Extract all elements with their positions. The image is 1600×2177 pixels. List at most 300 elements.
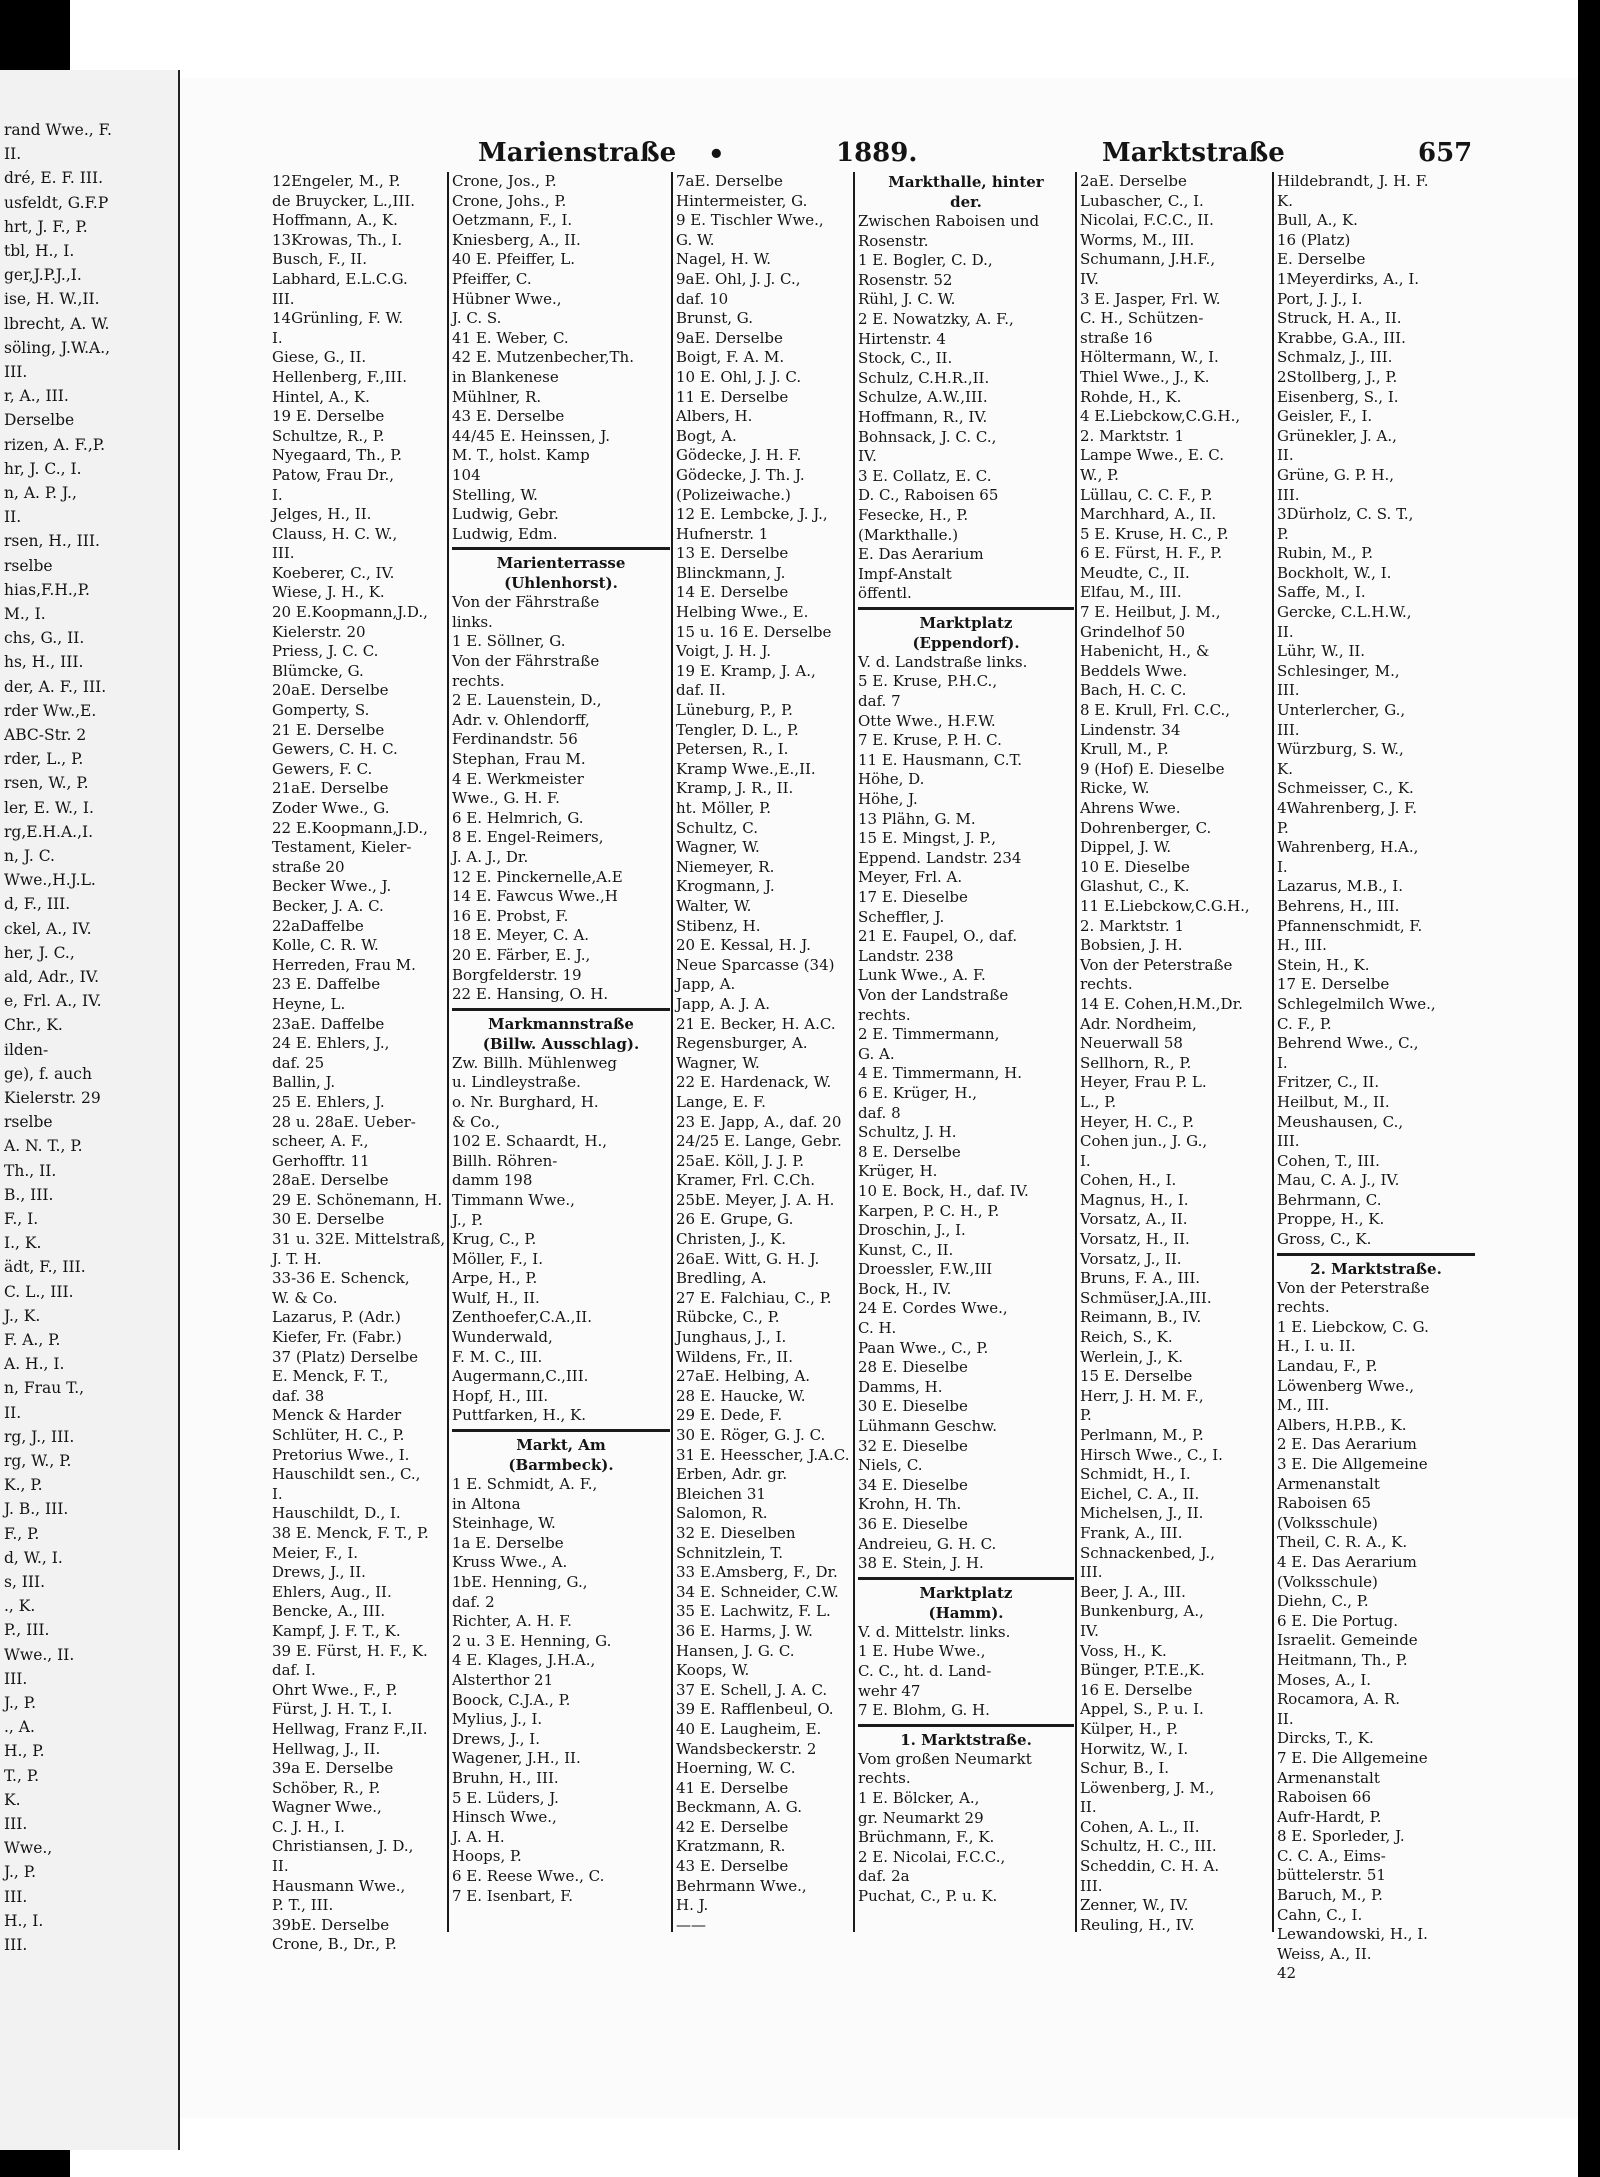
directory-entry: rechts. xyxy=(452,671,505,690)
directory-entry: o. Nr. Burghard, H. xyxy=(452,1092,599,1111)
directory-entry: G. W. xyxy=(676,230,715,249)
directory-entry: 8 E. Sporleder, J. xyxy=(1277,1827,1405,1846)
facing-page-line: K., P. xyxy=(4,1476,43,1495)
directory-entry: 40 E. Pfeiffer, L. xyxy=(452,250,575,269)
directory-entry: Ahrens Wwe. xyxy=(1080,799,1181,817)
directory-entry: scheer, A. F., xyxy=(272,1132,369,1151)
directory-entry: Bredling, A. xyxy=(676,1269,767,1288)
directory-entry: IV. xyxy=(1080,1621,1099,1640)
directory-entry: Christiansen, J. D., xyxy=(272,1837,414,1856)
directory-entry: Schur, B., I. xyxy=(1080,1759,1170,1778)
directory-entry: II. xyxy=(1277,1709,1294,1728)
directory-entry: Crone, Jos., P. xyxy=(452,172,557,190)
directory-entry: Lühmann Geschw. xyxy=(858,1417,997,1436)
directory-entry: Lunk Wwe., A. F. xyxy=(858,966,986,985)
directory-entry: Bencke, A., III. xyxy=(272,1602,386,1621)
directory-entry: 43 E. Derselbe xyxy=(676,1857,789,1876)
directory-entry: Hufnerstr. 1 xyxy=(676,524,769,543)
directory-entry: 17 E. Dieselbe xyxy=(858,888,968,906)
directory-entry: Von der Fährstraße xyxy=(452,593,600,612)
directory-entry: Hauschildt, D., I. xyxy=(272,1504,401,1523)
directory-entry: 38 E. Menck, F. T., P. xyxy=(272,1523,429,1542)
directory-entry: 34 E. Schneider, C.W. xyxy=(676,1582,839,1601)
directory-entry: Schnitzlein, T. xyxy=(676,1543,783,1562)
directory-entry: Damms, H. xyxy=(858,1377,943,1396)
facing-page-fragment xyxy=(0,70,180,2150)
directory-entry: 2. Marktstr. 1 xyxy=(1080,916,1184,935)
facing-page-line: ler, E. W., I. xyxy=(4,798,94,817)
facing-page-line: J. B., III. xyxy=(4,1500,69,1519)
facing-page-line: II. xyxy=(4,1403,22,1422)
directory-entry: Rübcke, C., P. xyxy=(676,1308,780,1327)
directory-entry: 36 E. Dieselbe xyxy=(858,1515,968,1533)
directory-entry: Marchhard, A., II. xyxy=(1080,505,1217,524)
facing-page-line: e, Frl. A., IV. xyxy=(4,992,102,1011)
facing-page-line: rder Ww.,E. xyxy=(4,701,97,720)
directory-entry: I. xyxy=(1277,1053,1288,1072)
directory-entry: 34 E. Dieselbe xyxy=(858,1475,968,1494)
directory-entry: 4Wahrenberg, J. F. xyxy=(1277,799,1417,817)
directory-entry: Möller, F., I. xyxy=(452,1249,543,1268)
directory-entry: Schnackenbed, J., xyxy=(1080,1543,1215,1562)
directory-entry: Paan Wwe., C., P. xyxy=(858,1338,989,1357)
directory-entry: P. T., III. xyxy=(272,1896,334,1915)
directory-entry: Kruss Wwe., A. xyxy=(452,1553,568,1572)
directory-entry: Schulz, C.H.R.,II. xyxy=(858,368,990,387)
directory-entry: C. C. A., Eims- xyxy=(1277,1846,1386,1865)
directory-entry: Patow, Frau Dr., xyxy=(272,465,395,484)
directory-entry: (Polizeiwache.) xyxy=(676,485,791,504)
directory-entry: 1 E. Bogler, C. D., xyxy=(858,251,993,270)
directory-entry: Krüger, H. xyxy=(858,1162,938,1181)
directory-entry: Thiel Wwe., J., K. xyxy=(1080,367,1210,386)
directory-entry: 24 E. Cordes Wwe., xyxy=(858,1299,1008,1318)
directory-entry: C. H. xyxy=(858,1319,897,1338)
directory-entry: Von der Landstraße xyxy=(858,985,1009,1004)
directory-entry: Krabbe, G.A., III. xyxy=(1277,328,1406,347)
directory-entry: Jelges, H., II. xyxy=(272,505,372,524)
directory-entry: Drews, J., II. xyxy=(272,1563,366,1582)
directory-entry: 26aE. Witt, G. H. J. xyxy=(676,1249,820,1268)
street-heading: (Uhlenhorst). xyxy=(504,574,618,593)
directory-entry: I. xyxy=(1080,1151,1091,1170)
directory-entry: Kielerstr. 20 xyxy=(272,622,366,641)
directory-entry: 21 E. Becker, H. A.C. xyxy=(676,1014,836,1033)
directory-entry: Kolle, C. R. W. xyxy=(272,936,379,955)
directory-entry: Voigt, J. H. J. xyxy=(676,642,772,661)
directory-entry: III. xyxy=(1277,681,1300,700)
directory-entry: 32 E. Dieselbe xyxy=(858,1436,968,1455)
directory-entry: Regensburger, A. xyxy=(676,1034,808,1053)
directory-entry: I. xyxy=(272,1484,283,1503)
facing-page-line: ., A. xyxy=(4,1718,35,1737)
directory-entry: Wagener, J.H., II. xyxy=(452,1749,581,1768)
directory-entry: Worms, M., III. xyxy=(1080,230,1195,249)
facing-page-line: dré, E. F. III. xyxy=(4,169,104,188)
directory-entry: Priess, J. C. C. xyxy=(272,642,379,661)
directory-column-1 xyxy=(272,172,446,1954)
directory-entry: 2. Marktstr. 1 xyxy=(1080,426,1184,445)
directory-entry: Hoffmann, A., K. xyxy=(272,211,398,230)
directory-entry: Ludwig, Gebr. xyxy=(452,505,559,524)
directory-entry: Ehlers, Aug., II. xyxy=(272,1582,392,1601)
directory-entry: Weiss, A., II. xyxy=(1277,1944,1372,1963)
directory-entry: Puttfarken, H., K. xyxy=(452,1406,586,1425)
directory-entry: J. T. H. xyxy=(272,1249,322,1268)
directory-entry: Blinckmann, J. xyxy=(676,563,786,582)
directory-entry: 31 E. Heesscher, J.A.C. xyxy=(676,1445,850,1464)
facing-page-line: H., I. xyxy=(4,1911,44,1930)
directory-entry: Bogt, A. xyxy=(676,426,737,445)
directory-entry: Fürst, J. H. T., I. xyxy=(272,1700,393,1719)
directory-entry: 35 E. Lachwitz, F. L. xyxy=(676,1602,831,1621)
directory-entry: Bruhn, H., III. xyxy=(452,1768,559,1787)
directory-entry: Cohen jun., J. G., xyxy=(1080,1132,1208,1151)
column-rule xyxy=(671,172,673,1932)
directory-entry: Testament, Kieler- xyxy=(272,838,412,857)
facing-page-line: hrt, J. F., P. xyxy=(4,217,88,236)
directory-column-5 xyxy=(1080,172,1271,1932)
directory-entry: 6 E. Reese Wwe., C. xyxy=(452,1866,605,1885)
facing-page-line: Th., II. xyxy=(4,1161,57,1180)
directory-entry: 39a E. Derselbe xyxy=(272,1759,394,1778)
directory-entry: Helbing Wwe., E. xyxy=(676,603,809,622)
facing-page-line: T., P. xyxy=(4,1766,40,1785)
directory-entry: Schmalz, J., III. xyxy=(1277,348,1393,367)
directory-entry: Meudte, C., II. xyxy=(1080,563,1190,582)
directory-entry: Beckmann, A. G. xyxy=(676,1798,802,1817)
directory-entry: P. xyxy=(1080,1406,1092,1425)
directory-entry: Diehn, C., P. xyxy=(1277,1592,1369,1611)
directory-entry: 41 E. Derselbe xyxy=(676,1778,789,1797)
scan-right-edge xyxy=(1578,0,1600,2177)
directory-entry: Albers, H. xyxy=(676,407,753,426)
section-rule xyxy=(1277,1253,1475,1256)
directory-entry: 9aE. Ohl, J. J. C., xyxy=(676,269,801,288)
directory-entry: Niels, C. xyxy=(858,1456,923,1475)
directory-entry: Michelsen, J., II. xyxy=(1080,1504,1204,1523)
directory-entry: E. Derselbe xyxy=(1277,250,1366,269)
directory-entry: Kunst, C., II. xyxy=(858,1240,954,1259)
directory-entry: E. Das Aerarium xyxy=(858,545,984,564)
directory-entry: 13 E. Derselbe xyxy=(676,544,789,563)
directory-entry: IV. xyxy=(858,447,877,466)
directory-entry: Kiefer, Fr. (Fabr.) xyxy=(272,1328,402,1347)
directory-entry: Höhe, J. xyxy=(858,790,918,809)
facing-page-line: hias,F.H.,P. xyxy=(4,580,90,599)
directory-entry: Ohrt Wwe., F., P. xyxy=(272,1680,398,1699)
directory-entry: Crone, B., Dr., P. xyxy=(272,1935,397,1954)
directory-entry: Hirtenstr. 4 xyxy=(858,329,946,348)
directory-entry: 1 E. Schmidt, A. F., xyxy=(452,1475,598,1494)
directory-entry: 7 E. Heilbut, J. M., xyxy=(1080,603,1221,622)
directory-entry: 25bE. Meyer, J. A. H. xyxy=(676,1190,835,1209)
facing-page-line: rselbe xyxy=(4,1113,53,1132)
directory-entry: 11 E. Hausmann, C.T. xyxy=(858,750,1023,769)
facing-page-line: II. xyxy=(4,508,22,527)
directory-entry: 29 E. Schönemann, H. xyxy=(272,1190,443,1209)
directory-entry: 16 E. Probst, F. xyxy=(452,906,569,925)
directory-entry: Japp, A. J. A. xyxy=(676,994,771,1013)
directory-entry: Reimann, B., IV. xyxy=(1080,1308,1202,1327)
street-heading: Marktplatz xyxy=(919,613,1013,632)
directory-entry: Vom großen Neumarkt xyxy=(858,1749,1032,1768)
directory-entry: Karpen, P. C. H., P. xyxy=(858,1201,1000,1220)
facing-page-line: Kielerstr. 29 xyxy=(4,1089,101,1107)
directory-entry: (Volksschule) xyxy=(1277,1513,1378,1532)
facing-page-line: ., K. xyxy=(4,1597,36,1616)
directory-entry: 38 E. Stein, J. H. xyxy=(858,1554,984,1573)
directory-entry: 11 E. Derselbe xyxy=(676,387,789,406)
directory-column-6 xyxy=(1277,172,1475,1983)
directory-entry: 2 E. Nowatzky, A. F., xyxy=(858,309,1014,328)
directory-entry: C. C., ht. d. Land- xyxy=(858,1661,992,1680)
facing-page-line: III. xyxy=(4,1815,28,1833)
directory-entry: 30 E. Derselbe xyxy=(272,1210,385,1229)
facing-page-line: F. A., P. xyxy=(4,1331,61,1349)
directory-entry: 3 E. Collatz, E. C. xyxy=(858,466,992,485)
facing-page-line: n, J. C. xyxy=(4,847,55,865)
directory-entry: Neuerwall 58 xyxy=(1080,1034,1183,1053)
directory-entry: Krull, M., P. xyxy=(1080,740,1169,759)
facing-page-line: tbl, H., I. xyxy=(4,242,75,260)
directory-entry: Becker Wwe., J. xyxy=(272,877,392,896)
directory-entry: 1 E. Söllner, G. xyxy=(452,632,566,651)
directory-entry: Zenner, W., IV. xyxy=(1080,1896,1189,1915)
section-rule xyxy=(858,607,1074,610)
directory-entry: Vorsatz, H., II. xyxy=(1080,1230,1190,1249)
facing-page-line: usfeldt, G.F.P xyxy=(4,193,109,212)
directory-entry: Moses, A., I. xyxy=(1277,1670,1372,1689)
directory-entry: II. xyxy=(1277,446,1294,465)
directory-entry: 42 E. Mutzenbecher,Th. xyxy=(452,348,634,367)
facing-page-line: A. N. T., P. xyxy=(4,1137,83,1156)
directory-entry: Beddels Wwe. xyxy=(1080,661,1188,680)
directory-entry: Landau, F., P. xyxy=(1277,1357,1378,1376)
directory-entry: Billh. Röhren- xyxy=(452,1151,558,1170)
directory-entry: 3Dürholz, C. S. T., xyxy=(1277,505,1414,524)
directory-entry: Schultz, H. C., III. xyxy=(1080,1837,1217,1856)
directory-entry: 23 E. Japp, A., daf. 20 xyxy=(676,1112,842,1131)
directory-entry: J. A. H. xyxy=(452,1827,505,1846)
directory-entry: 44/45 E. Heinssen, J. xyxy=(452,426,610,445)
directory-entry: Walter, W. xyxy=(676,896,752,915)
street-heading: 1. Marktstraße. xyxy=(900,1730,1032,1749)
directory-entry: Tengler, D. L., P. xyxy=(676,720,799,739)
facing-page-line: hs, H., III. xyxy=(4,653,84,672)
directory-entry: Mühlner, R. xyxy=(452,387,542,406)
facing-page-line: Wwe., II. xyxy=(4,1645,75,1664)
running-head-ornament: • xyxy=(708,140,725,170)
directory-entry: Wildens, Fr., II. xyxy=(676,1347,793,1366)
directory-entry: Külper, H., P. xyxy=(1080,1719,1179,1738)
directory-entry: 4 E.Liebckow,C.G.H., xyxy=(1080,407,1241,426)
directory-entry: Droschin, J., I. xyxy=(858,1221,966,1240)
facing-page-line: ädt, F., III. xyxy=(4,1258,86,1277)
directory-entry: Von der Fährstraße xyxy=(452,652,600,671)
directory-entry: Crone, Johs., P. xyxy=(452,191,567,210)
directory-entry: rechts. xyxy=(1080,975,1133,994)
directory-entry: Schmüser,J.A.,III. xyxy=(1080,1288,1212,1307)
directory-entry: Höltermann, W., I. xyxy=(1080,348,1219,367)
directory-entry: Bruns, F. A., III. xyxy=(1080,1269,1201,1288)
directory-entry: Reuling, H., IV. xyxy=(1080,1915,1195,1934)
directory-entry: P. xyxy=(1277,524,1289,543)
directory-entry: 15 E. Derselbe xyxy=(1080,1367,1193,1386)
directory-entry: 33-36 E. Schenck, xyxy=(272,1269,410,1288)
directory-entry: daf. 10 xyxy=(676,289,729,308)
directory-entry: Bock, H., IV. xyxy=(858,1279,952,1298)
facing-page-line: F., P. xyxy=(4,1524,40,1543)
directory-entry: 5 E. Kruse, P.H.C., xyxy=(858,672,998,691)
directory-entry: Gewers, C. H. C. xyxy=(272,740,398,759)
directory-entry: Becker, J. A. C. xyxy=(272,896,384,915)
facing-page-line: Wwe., xyxy=(4,1839,53,1858)
directory-entry: J., P. xyxy=(452,1210,483,1229)
directory-entry: & Co., xyxy=(452,1112,500,1131)
directory-entry: 8 E. Derselbe xyxy=(858,1142,961,1161)
facing-page-line: II. xyxy=(4,145,22,164)
street-heading: (Barmbeck). xyxy=(508,1456,614,1475)
directory-entry: 3 E. Jasper, Frl. W. xyxy=(1080,289,1221,308)
directory-entry: Mylius, J., I. xyxy=(452,1710,543,1729)
street-heading: der. xyxy=(950,193,982,211)
directory-entry: Krogmann, J. xyxy=(676,877,775,896)
directory-entry: 40 E. Laugheim, E. xyxy=(676,1719,822,1738)
directory-entry: —— xyxy=(676,1915,706,1934)
directory-entry: Rohde, H., K. xyxy=(1080,387,1182,406)
directory-entry: Lindenstr. 34 xyxy=(1080,720,1181,739)
directory-entry: Hoffmann, R., IV. xyxy=(858,407,988,426)
directory-entry: Nagel, H. W. xyxy=(676,250,772,269)
directory-entry: H. J. xyxy=(676,1896,709,1915)
directory-entry: Koeberer, C., IV. xyxy=(272,563,395,582)
directory-entry: E. Menck, F. T., xyxy=(272,1367,389,1386)
directory-entry: 8 E. Krull, Frl. C.C., xyxy=(1080,701,1231,720)
directory-entry: Zenthoefer,C.A.,II. xyxy=(452,1308,592,1327)
facing-page-line: A. H., I. xyxy=(4,1355,65,1374)
street-heading: Markthalle, hinter xyxy=(888,173,1044,191)
facing-page-line: d, F., III. xyxy=(4,895,71,914)
facing-page-line: K. xyxy=(4,1790,21,1809)
directory-entry: Heitmann, Th., P. xyxy=(1277,1650,1408,1669)
directory-entry: J. C. S. xyxy=(452,309,502,328)
directory-entry: wehr 47 xyxy=(858,1681,921,1700)
directory-entry: F. M. C., III. xyxy=(452,1347,543,1366)
directory-entry: (Volksschule) xyxy=(1277,1572,1378,1591)
directory-entry: 33 E.Amsberg, F., Dr. xyxy=(676,1563,838,1582)
directory-entry: 6 E. Die Portug. xyxy=(1277,1611,1399,1630)
section-rule xyxy=(858,1724,1074,1727)
directory-entry: 9 (Hof) E. Dieselbe xyxy=(1080,759,1225,778)
directory-entry: rechts. xyxy=(1277,1298,1330,1317)
directory-entry: büttelerstr. 51 xyxy=(1277,1866,1386,1885)
directory-entry: Hauschildt sen., C., xyxy=(272,1465,421,1484)
directory-entry: 7 E. Die Allgemeine xyxy=(1277,1748,1428,1767)
directory-entry: 42 xyxy=(1277,1964,1297,1983)
directory-entry: Armenanstalt xyxy=(1277,1768,1380,1787)
directory-entry: Boigt, F. A. M. xyxy=(676,348,785,367)
street-heading: (Billw. Ausschlag). xyxy=(482,1034,640,1053)
directory-entry: 4 E. Das Aerarium xyxy=(1277,1552,1417,1571)
directory-entry: Behrend Wwe., C., xyxy=(1277,1034,1419,1053)
facing-page-line: lbrecht, A. W. xyxy=(4,314,110,333)
directory-entry: Würzburg, S. W., xyxy=(1277,740,1404,759)
directory-entry: 2aE. Derselbe xyxy=(1080,172,1187,190)
directory-entry: 12 E. Lembcke, J. J., xyxy=(676,505,828,524)
directory-entry: Japp, A. xyxy=(676,975,736,994)
directory-entry: W. & Co. xyxy=(272,1288,338,1307)
directory-entry: Voss, H., K. xyxy=(1080,1641,1167,1660)
directory-entry: III. xyxy=(1277,720,1300,739)
directory-entry: Lewandowski, H., I. xyxy=(1277,1925,1428,1944)
page-number: 657 xyxy=(1418,138,1473,168)
directory-entry: 14Grünling, F. W. xyxy=(272,309,404,328)
facing-page-line: rizen, A. F.,P. xyxy=(4,435,105,454)
directory-entry: Eisenberg, S., I. xyxy=(1277,387,1399,406)
directory-entry: ht. Möller, P. xyxy=(676,799,771,817)
directory-entry: 21 E. Faupel, O., daf. xyxy=(858,927,1018,946)
directory-entry: Schöber, R., P. xyxy=(272,1778,381,1797)
directory-entry: III. xyxy=(1277,485,1300,504)
directory-entry: Alsterthor 21 xyxy=(452,1670,554,1689)
directory-entry: 2Stollberg, J., P. xyxy=(1277,367,1398,386)
directory-entry: III. xyxy=(1080,1876,1103,1895)
directory-entry: Lange, E. F. xyxy=(676,1092,766,1111)
directory-entry: Ludwig, Edm. xyxy=(452,524,558,543)
street-heading: Marienterrasse xyxy=(496,554,626,573)
facing-page-line: Wwe.,H.J.L. xyxy=(4,871,96,890)
directory-entry: Nicolai, F.C.C., II. xyxy=(1080,211,1214,230)
directory-entry: 25aE. Köll, J. J. P. xyxy=(676,1151,805,1170)
directory-entry: Stibenz, H. xyxy=(676,916,761,935)
directory-entry: Wwe., G. H. F. xyxy=(452,789,560,808)
directory-entry: Kampf, J. F. T., K. xyxy=(272,1621,401,1640)
directory-entry: 4 E. Klages, J.H.A., xyxy=(452,1651,596,1670)
directory-entry: Hellwag, J., II. xyxy=(272,1739,381,1758)
directory-entry: 10 E. Dieselbe xyxy=(1080,857,1190,876)
directory-entry: 7aE. Derselbe xyxy=(676,172,783,190)
directory-entry: 29 E. Dede, F. xyxy=(676,1406,783,1425)
directory-entry: Schultz, J. H. xyxy=(858,1123,957,1142)
facing-page-line: ge), f. auch xyxy=(4,1064,92,1083)
directory-entry: 17 E. Derselbe xyxy=(1277,975,1390,994)
directory-entry: 20 E.Koopmann,J.D., xyxy=(272,603,428,622)
street-heading: Markmannstraße xyxy=(488,1014,634,1033)
directory-entry: Hintermeister, G. xyxy=(676,191,808,210)
directory-entry: Wahrenberg, H.A., xyxy=(1277,838,1419,857)
directory-entry: 104 xyxy=(452,465,481,484)
directory-entry: 1 E. Liebckow, C. G. xyxy=(1277,1317,1429,1336)
directory-entry: Löwenberg, J. M., xyxy=(1080,1778,1215,1797)
directory-entry: Heilbut, M., II. xyxy=(1277,1092,1390,1111)
directory-entry: Neue Sparcasse (34) xyxy=(676,955,835,974)
directory-entry: Horwitz, W., I. xyxy=(1080,1739,1189,1758)
directory-entry: Grüne, G. P. H., xyxy=(1277,465,1395,484)
directory-entry: Elfau, M., III. xyxy=(1080,583,1182,602)
directory-entry: II. xyxy=(272,1857,289,1876)
directory-entry: Nyegaard, Th., P. xyxy=(272,446,403,465)
directory-entry: Meyer, Frl. A. xyxy=(858,868,963,887)
directory-entry: Theil, C. R. A., K. xyxy=(1277,1533,1408,1552)
facing-page-line: Derselbe xyxy=(4,411,75,430)
directory-entry: Wiese, J. H., K. xyxy=(272,583,385,602)
directory-entry: Cohen, T., III. xyxy=(1277,1151,1380,1170)
directory-entry: Bleichen 31 xyxy=(676,1484,766,1503)
facing-page-line: d, W., I. xyxy=(4,1548,63,1567)
directory-entry: Armenanstalt xyxy=(1277,1474,1380,1493)
directory-entry: 5 E. Lüders, J. xyxy=(452,1788,559,1807)
